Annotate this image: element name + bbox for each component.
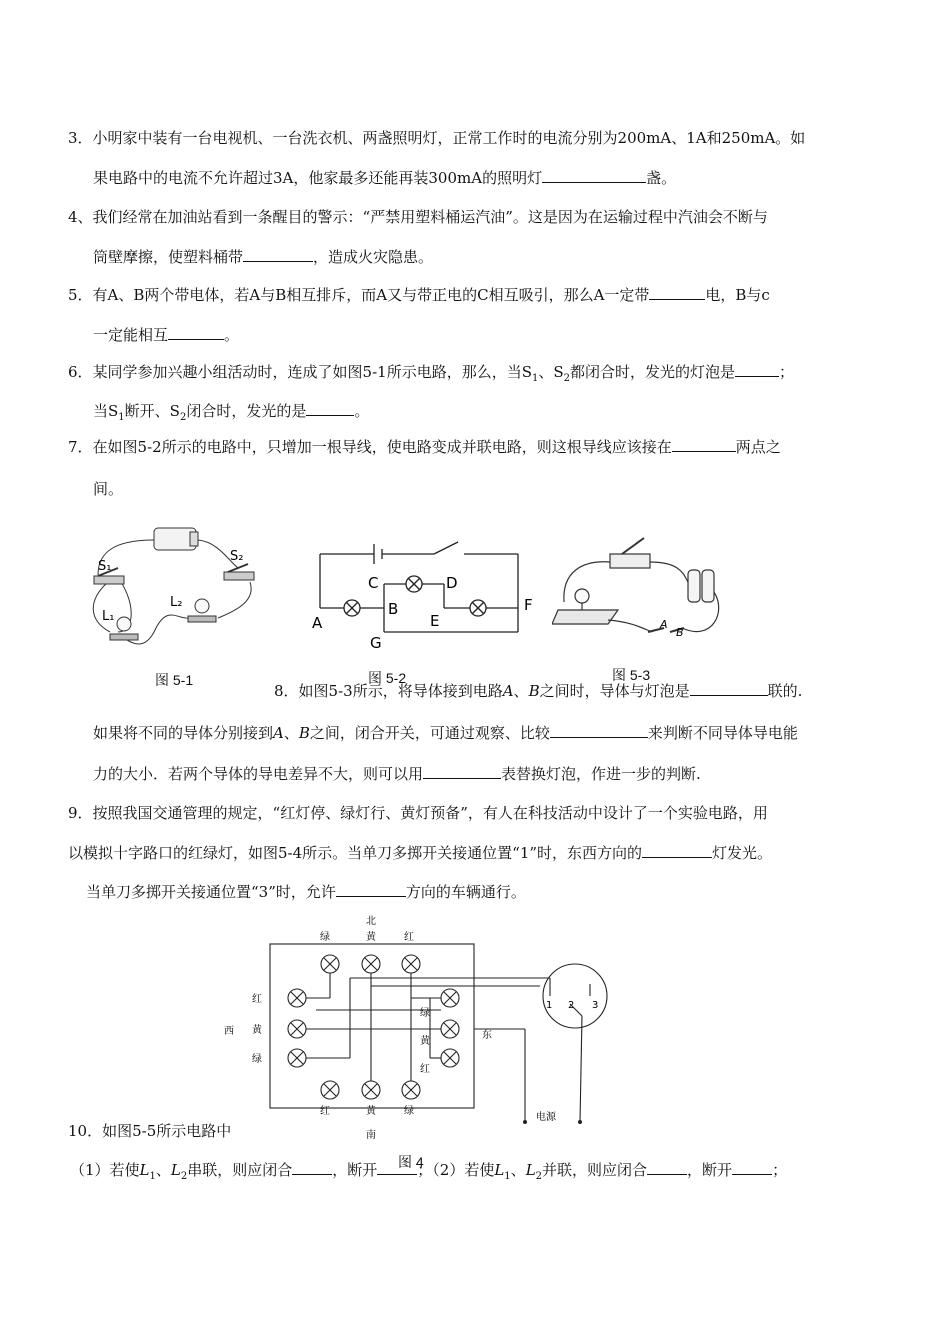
q10-text-e: 并联，则应闭合: [542, 1161, 648, 1179]
q8-b1: B: [528, 682, 540, 700]
left-label-1: 红: [252, 994, 262, 1005]
right-label-3: 红: [420, 1064, 430, 1075]
q3-line1: 3．小明家中装有一台电视机、一台洗衣机、两盏照明灯，正常工作时的电流分别为200mA、1A和250mA。如: [68, 129, 806, 147]
q8-line1: [274, 681, 802, 701]
q9-text-c: 当单刀多掷开关接通位置“3”时，允许: [86, 883, 336, 901]
q10-l1a: L: [139, 1161, 150, 1179]
q5-text-a: 5．有A、B两个带电体，若A与B相互排斥，而A又与带正电的C相互吸引，那么A一定带: [68, 286, 650, 304]
left-label-2: 黄: [252, 1025, 262, 1036]
q10-blank-2[interactable]: [377, 1160, 417, 1175]
q6-blank-2[interactable]: [306, 401, 354, 416]
q9-line2: [68, 843, 772, 863]
q3-line2: [93, 168, 676, 188]
q6-sub2: 2: [563, 373, 571, 384]
right-label-2: 黄: [420, 1036, 430, 1047]
q10-text-f: ，断开: [687, 1161, 733, 1179]
figure-5-1: [78, 520, 268, 666]
label-e: E: [430, 612, 440, 630]
q8-a2: A: [273, 724, 284, 742]
q7-text-b: 两点之: [735, 438, 781, 456]
q5-text-d: 。: [224, 326, 240, 344]
q9-blank-1[interactable]: [642, 843, 712, 858]
q4-line2: [93, 247, 433, 267]
q10-l2bs: 2: [535, 1171, 543, 1182]
figure-5-2-caption: 图 5-2: [368, 670, 407, 686]
q10-l1bs: 1: [504, 1171, 511, 1182]
label-a: A: [660, 618, 668, 631]
q10-text-g: ；: [772, 1161, 788, 1179]
q6-sub4: 2: [179, 412, 187, 423]
label-power: 电源: [536, 1112, 556, 1123]
q8-sep2: 、: [283, 724, 299, 742]
label-g: G: [370, 634, 382, 650]
label-east: 东: [482, 1030, 492, 1041]
q10-l1b: L: [494, 1161, 505, 1179]
q8-a1: A: [502, 682, 514, 700]
q10-sepb: 、: [510, 1161, 526, 1179]
q10-blank-3[interactable]: [647, 1160, 687, 1175]
q6-text-f: 断开、S: [124, 402, 180, 420]
label-b: B: [388, 600, 399, 618]
q8-text-c: 联的.: [767, 682, 803, 700]
q6-line1: [68, 362, 794, 389]
figure-5-2: [308, 538, 538, 650]
q5-blank-1[interactable]: [649, 285, 705, 300]
figure-5-3-caption: 图 5-3: [612, 667, 651, 683]
figure-4: [220, 912, 620, 1142]
q9-text-b: 灯发光。: [712, 844, 773, 862]
q4-text-a: 筒壁摩擦，使塑料桶带: [93, 248, 244, 266]
q8-text-g: 力的大小．若两个导体的导电差异不大，则可以用: [93, 765, 424, 783]
switch-pos-2: 2: [568, 1000, 575, 1011]
q8-blank-3[interactable]: [423, 764, 501, 779]
label-c: C: [368, 574, 379, 592]
q9-line3: [86, 882, 526, 902]
q9-blank-2[interactable]: [336, 882, 406, 897]
q10-l1s: 1: [149, 1171, 156, 1182]
q4-line1: 4、我们经常在加油站看到一条醒目的警示：“严禁用塑料桶运汽油”。这是因为在运输过程中汽油会不断与: [68, 208, 768, 226]
q5-text-b: 电，B与c: [705, 286, 770, 304]
q3-text-a: 果电路中的电流不允许超过3A，他家最多还能再装300mA的照明灯: [93, 169, 543, 187]
figure-4-caption: 图 4: [398, 1154, 424, 1170]
q6-text-e: 当S: [93, 402, 119, 420]
q8-text-e: 之间，闭合开关，可通过观察、比较: [309, 724, 550, 742]
figure-5-1-caption: 图 5-1: [155, 672, 194, 688]
q10-line2: [70, 1160, 787, 1187]
q8-text-f: 来判断不同导体导电能: [647, 724, 798, 742]
q9-line1: 9．按照我国交通管理的规定，“红灯停、绿灯行、黄灯预备”，有人在科技活动中设计了一个实验电路，用: [68, 804, 768, 822]
label-f: F: [524, 596, 533, 614]
q10-text-c: ，断开: [332, 1161, 378, 1179]
q9-text-d: 方向的车辆通行。: [405, 883, 526, 901]
q8-line3: [93, 764, 701, 784]
right-label-1: 绿: [420, 1008, 430, 1019]
top-label-2: 黄: [366, 932, 376, 943]
q7-blank[interactable]: [672, 437, 736, 452]
switch-pos-3: 3: [592, 1000, 599, 1011]
bottom-label-3: 绿: [404, 1106, 414, 1117]
top-label-3: 红: [404, 932, 414, 943]
q5-text-c: 一定能相互: [93, 326, 169, 344]
q10-blank-4[interactable]: [732, 1160, 772, 1175]
q10-l2s: 2: [180, 1171, 188, 1182]
label-north: 北: [366, 916, 376, 927]
figure-5-3: [552, 532, 727, 648]
q8-line2: [93, 723, 798, 743]
q7-text-a: 7．在如图5-2所示的电路中，只增加一根导线，使电路变成并联电路，则这根导线应该接在: [68, 438, 672, 456]
q3-blank[interactable]: [542, 168, 646, 183]
q5-blank-2[interactable]: [168, 325, 224, 340]
label-d: D: [446, 574, 458, 592]
left-label-3: 绿: [252, 1054, 262, 1065]
label-south: 南: [366, 1130, 376, 1141]
label-b: B: [676, 626, 684, 639]
q5-line2: [93, 325, 239, 345]
q10-l2b: L: [525, 1161, 536, 1179]
label-l2: L₂: [170, 595, 183, 610]
q8-blank-2[interactable]: [550, 723, 648, 738]
q8-blank-1[interactable]: [690, 681, 768, 696]
label-s1: S₁: [98, 559, 112, 574]
q7-line2: 间。: [93, 480, 124, 498]
switch-pos-1: 1: [546, 1000, 553, 1011]
q6-line2: [93, 401, 369, 428]
q8-text-b: 之间时，导体与灯泡是: [539, 682, 690, 700]
q10-text-b: 串联，则应闭合: [187, 1161, 293, 1179]
q6-text-a: 6．某同学参加兴趣小组活动时，连成了如图5-1所示电路，那么，当S: [68, 363, 532, 381]
q6-text-h: 。: [354, 402, 370, 420]
label-l1: L₁: [102, 609, 115, 624]
q3-text-b: 盏。: [646, 169, 677, 187]
q6-text-b: 、S: [538, 363, 564, 381]
q7-line1: [68, 437, 781, 457]
q6-sub1: 1: [531, 373, 539, 384]
q6-sub3: 1: [118, 412, 125, 423]
q8-b2: B: [298, 724, 310, 742]
q5-line1: [68, 285, 770, 305]
q9-text-a: 以模拟十字路口的红绿灯，如图5-4所示。当单刀多掷开关接通位置“1”时，东西方向的: [68, 844, 643, 862]
label-west: 西: [224, 1026, 234, 1037]
q10-blank-1[interactable]: [292, 1160, 332, 1175]
q10-l2a: L: [170, 1161, 181, 1179]
q8-text-h: 表替换灯泡，作进一步的判断.: [501, 765, 701, 783]
q8-text-a: 8．如图5-3所示，将导体接到电路: [274, 682, 503, 700]
label-s2: S₂: [230, 549, 244, 564]
q6-text-d: ；: [779, 363, 795, 381]
q6-text-c: 都闭合时，发光的灯泡是: [570, 363, 736, 381]
q4-blank[interactable]: [243, 247, 313, 262]
q8-sep1: 、: [513, 682, 529, 700]
bottom-label-1: 红: [320, 1106, 330, 1117]
q10-line1: 10．如图5-5所示电路中: [68, 1122, 232, 1140]
q6-text-g: 闭合时，发光的是: [186, 402, 307, 420]
q4-text-b: ，造成火灾隐患。: [313, 248, 434, 266]
bottom-label-2: 黄: [366, 1106, 376, 1117]
q8-text-d: 如果将不同的导体分别接到: [93, 724, 274, 742]
q10-text-d: ；（2）若使: [417, 1161, 495, 1179]
q10-sepa: 、: [155, 1161, 171, 1179]
q6-blank-1[interactable]: [735, 362, 779, 377]
q10-text-a: （1）若使: [70, 1161, 140, 1179]
top-label-1: 绿: [320, 932, 330, 943]
label-a: A: [312, 614, 323, 632]
